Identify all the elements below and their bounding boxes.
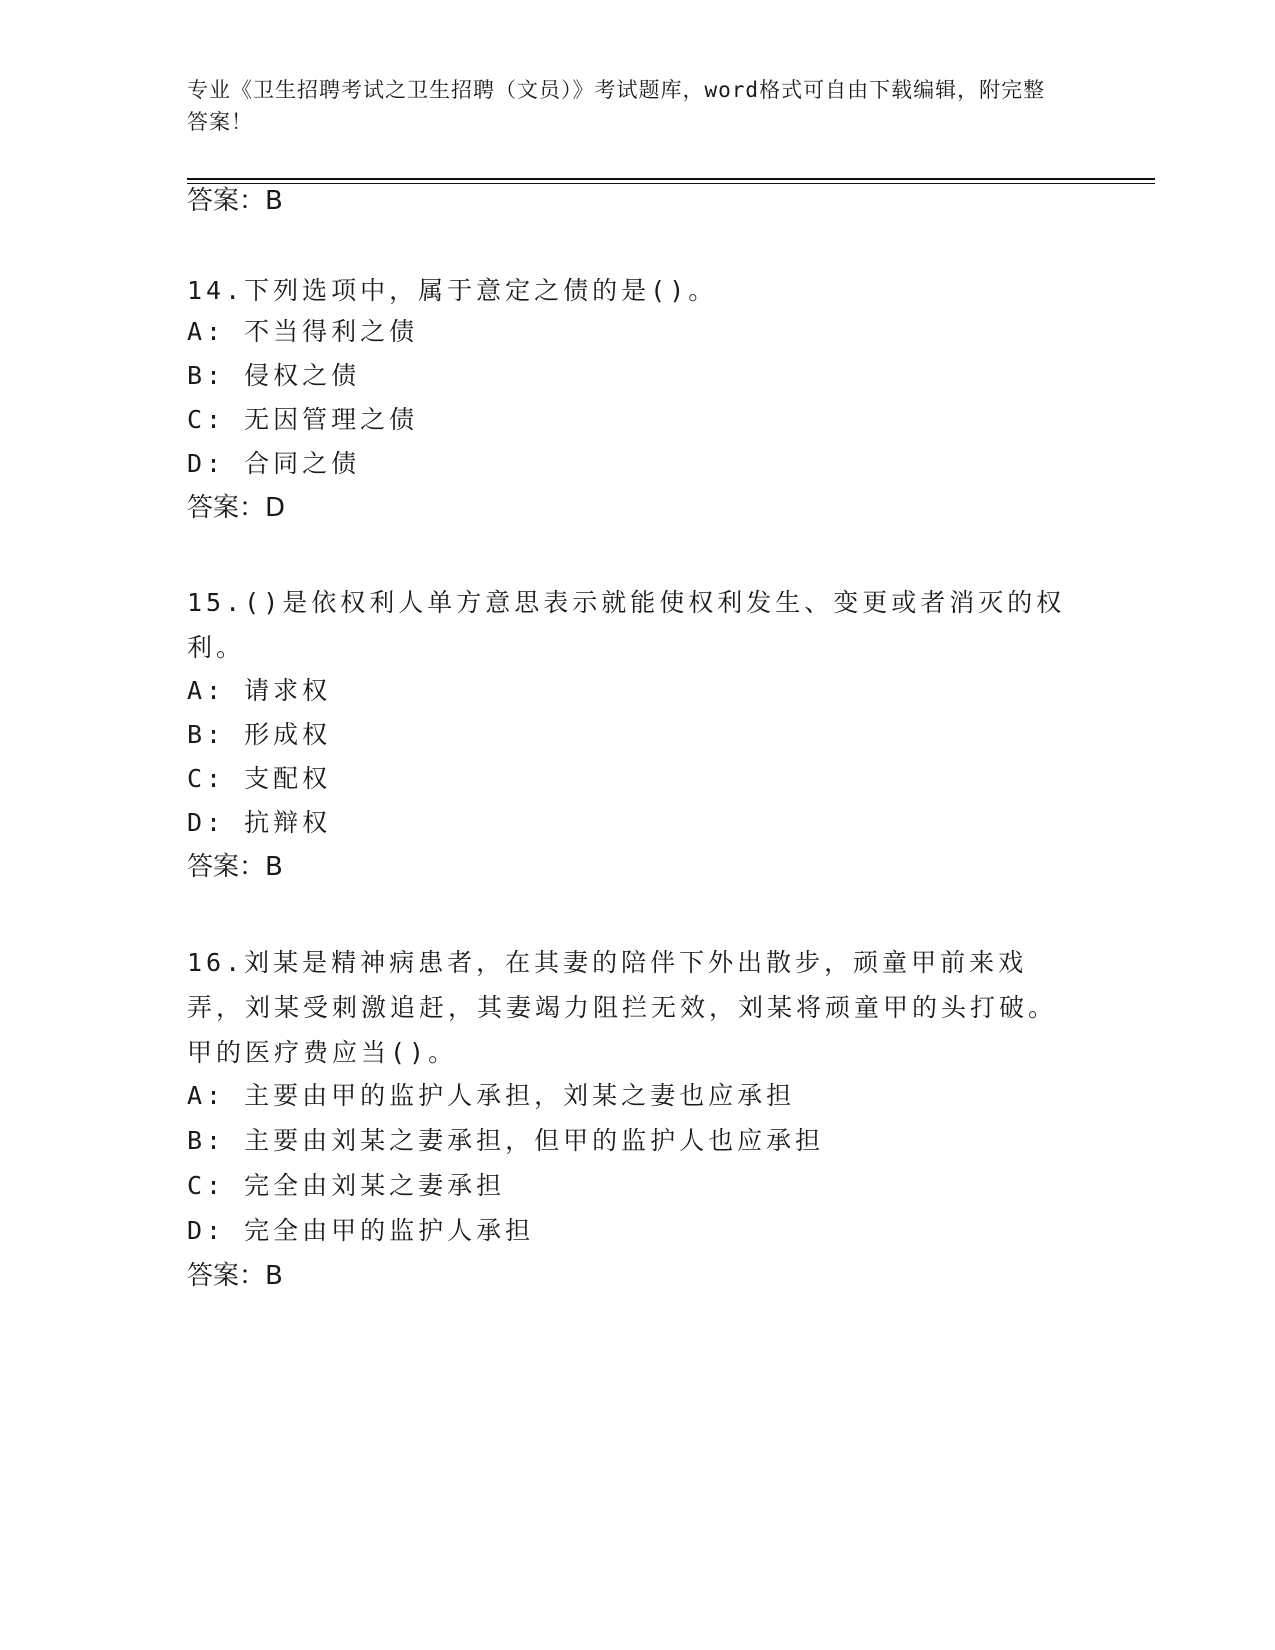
- answer-prev: 答案：B: [187, 186, 283, 216]
- question-15-option-a: A: 请求权: [187, 676, 332, 705]
- question-16-stem: 16.刘某是精神病患者，在其妻的陪伴下外出散步，顽童甲前来戏弄，刘某受刺激追赶，其妻竭力阻拦无效，刘某将顽童甲的头打破。甲的医疗费应当()。: [187, 948, 1058, 1067]
- header-rule-thick: [187, 178, 1155, 180]
- question-14-answer: 答案：D: [187, 493, 286, 523]
- question-14-option-d: D: 合同之债: [187, 449, 361, 478]
- question-16-option-c: C: 完全由刘某之妻承担: [187, 1171, 506, 1200]
- question-16-option-d: D: 完全由甲的监护人承担: [187, 1216, 535, 1245]
- header-rule-thin: [187, 183, 1155, 184]
- document-header: 专业《卫生招聘考试之卫生招聘（文员）》考试题库，word格式可自由下载编辑，附完整答案！: [187, 78, 1046, 134]
- question-15-answer: 答案：B: [187, 852, 283, 882]
- question-14-option-c: C: 无因管理之债: [187, 405, 419, 434]
- question-16-option-b: B: 主要由刘某之妻承担，但甲的监护人也应承担: [187, 1126, 825, 1155]
- question-16-answer: 答案：B: [187, 1261, 283, 1291]
- question-16-option-a: A: 主要由甲的监护人承担，刘某之妻也应承担: [187, 1081, 796, 1110]
- question-14-stem: 14.下列选项中，属于意定之债的是()。: [187, 276, 718, 305]
- question-14-option-b: B: 侵权之债: [187, 361, 361, 390]
- question-15-option-d: D: 抗辩权: [187, 808, 332, 837]
- question-15-option-c: C: 支配权: [187, 764, 332, 793]
- question-15-option-b: B: 形成权: [187, 720, 332, 749]
- question-15-stem: 15.()是依权利人单方意思表示就能使权利发生、变更或者消灭的权利。: [187, 588, 1066, 662]
- question-14-option-a: A: 不当得利之债: [187, 317, 419, 346]
